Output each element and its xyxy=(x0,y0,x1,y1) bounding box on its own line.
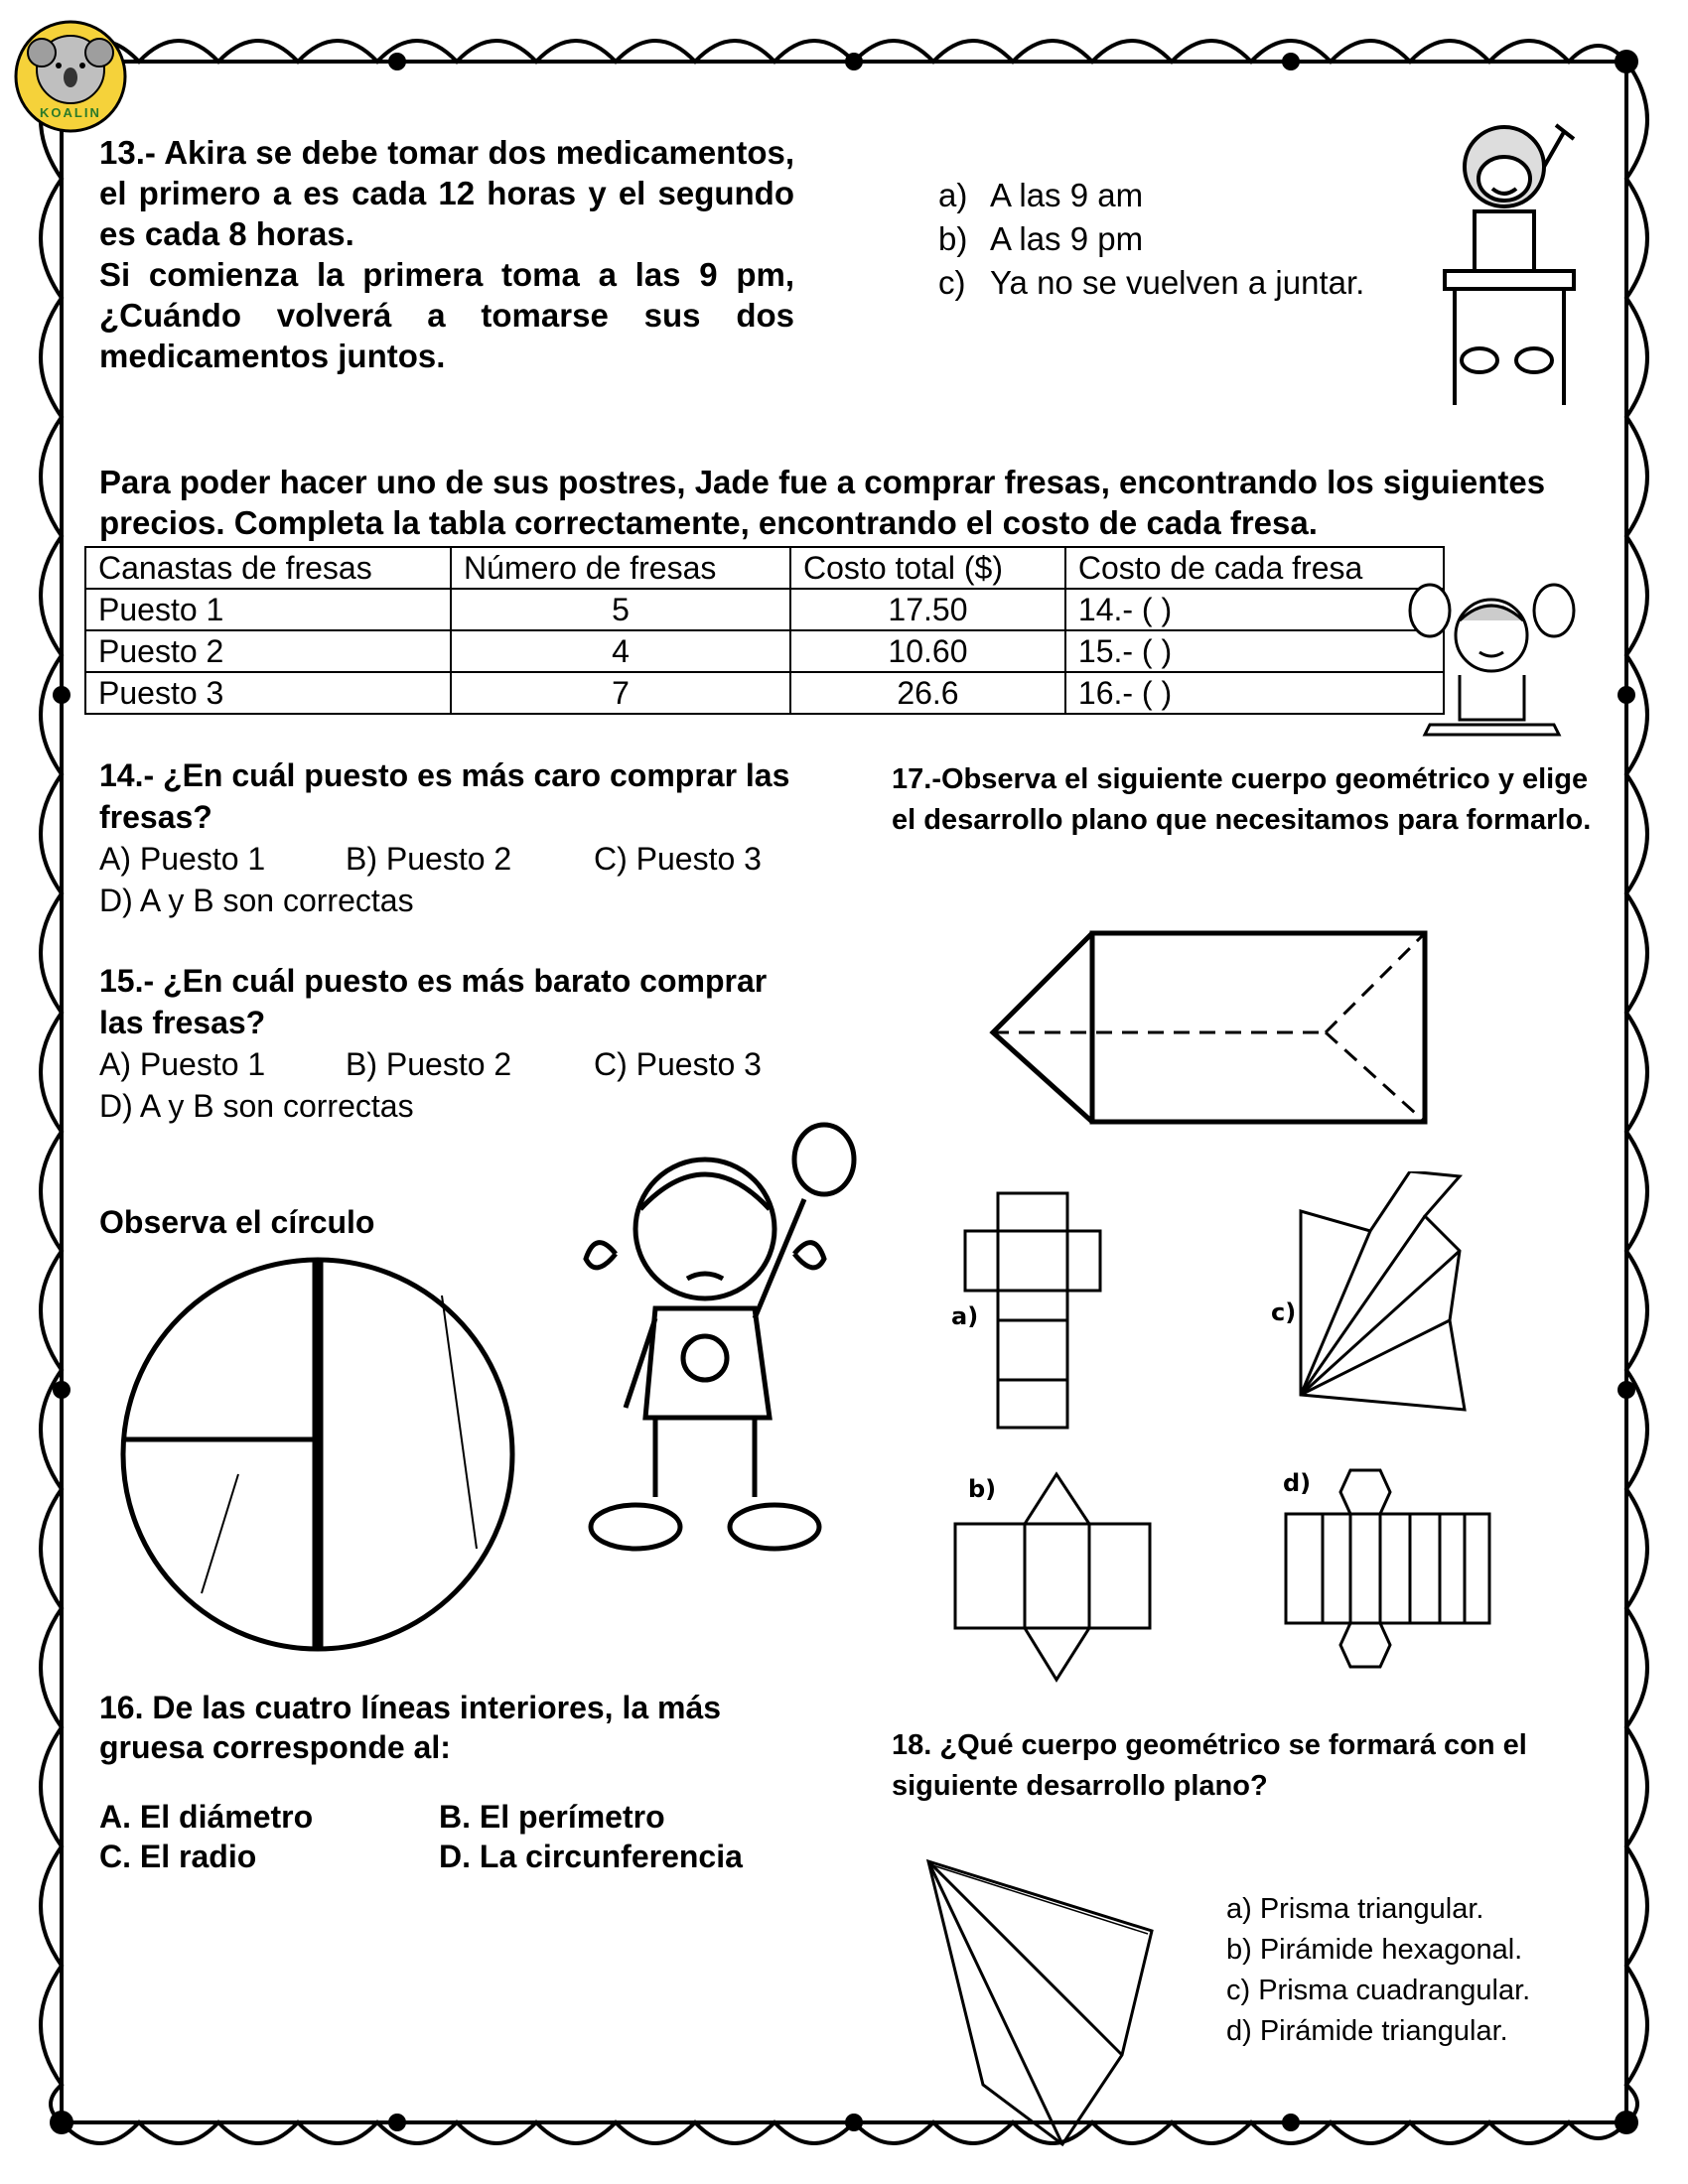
net-option-a[interactable] xyxy=(963,1191,1102,1430)
answer-cell-14[interactable]: 14.- ( ) xyxy=(1065,589,1444,630)
net-label-c: c) xyxy=(1271,1298,1297,1326)
option-b[interactable]: b) Pirámide hexagonal. xyxy=(1226,1934,1523,1966)
option-c[interactable]: C) Puesto 3 xyxy=(594,841,762,877)
table-cell: 4 xyxy=(451,630,790,672)
option-a[interactable]: A) Puesto 1 xyxy=(99,1046,266,1082)
logo-text: KOALIN xyxy=(40,105,101,120)
answer-d[interactable]: D. La circunferencia xyxy=(439,1839,743,1874)
option-d[interactable]: D) A y B son correctas xyxy=(99,1088,414,1124)
question-16-title: 16. De las cuatro líneas interiores, la más gruesa corresponde al: xyxy=(99,1690,722,1765)
option-d[interactable]: d) Pirámide triangular. xyxy=(1226,2015,1508,2047)
table-cell: Puesto 2 xyxy=(85,630,451,672)
chord-line-left xyxy=(202,1474,238,1593)
table-cell: Puesto 3 xyxy=(85,672,451,714)
table-cell: 17.50 xyxy=(790,589,1065,630)
answer-c[interactable]: C. El radio xyxy=(99,1839,257,1874)
option-c[interactable]: c) Ya no se vuelven a juntar. xyxy=(938,264,1365,301)
koalin-logo xyxy=(12,18,129,135)
answer-a[interactable]: A. El diámetro xyxy=(99,1799,314,1835)
net-option-d[interactable] xyxy=(1281,1464,1494,1673)
circle-diagram xyxy=(114,1251,531,1668)
question-14-title: 14.- ¿En cuál puesto es más caro comprar las fresas? xyxy=(99,757,790,835)
option-a[interactable]: a) Prisma triangular. xyxy=(1226,1893,1484,1925)
girl-at-desk-illustration xyxy=(1435,117,1594,415)
strawberry-price-table xyxy=(84,546,1445,715)
question-15 xyxy=(99,960,794,1127)
table-cell: 26.6 xyxy=(790,672,1065,714)
option-b[interactable]: b) A las 9 pm xyxy=(938,220,1144,257)
net-label-b: b) xyxy=(968,1475,997,1503)
question-13-text-2: Si comienza la primera toma a las 9 pm, ¿Cuándo volverá a tomarse sus dos medicamentos juntos. xyxy=(99,256,794,374)
table-cell: Puesto 1 xyxy=(85,589,451,630)
net-option-c[interactable] xyxy=(1291,1171,1479,1415)
answer-cell-15[interactable]: 15.- ( ) xyxy=(1065,630,1444,672)
table-row xyxy=(85,672,1444,714)
question-16 xyxy=(99,1688,794,1876)
question-15-options xyxy=(99,1043,794,1085)
net-label-d: d) xyxy=(1283,1469,1312,1497)
question-13 xyxy=(99,132,794,376)
table-header: Canastas de fresas xyxy=(85,547,451,589)
question-14-options xyxy=(99,838,794,880)
question-14 xyxy=(99,754,794,921)
net-label-a: a) xyxy=(951,1302,979,1330)
answer-b[interactable]: B. El perímetro xyxy=(439,1799,665,1835)
answer-cell-16[interactable]: 16.- ( ) xyxy=(1065,672,1444,714)
table-cell: 7 xyxy=(451,672,790,714)
question-13-options xyxy=(938,174,1364,305)
table-header-row xyxy=(85,547,1444,589)
question-18-title: 18. ¿Qué cuerpo geométrico se formará con el siguiente desarrollo plano? xyxy=(892,1729,1527,1802)
question-13-text-1: 13.- Akira se debe tomar dos medicamentos, el primero a es cada 12 horas y el segundo es cada 8 horas. xyxy=(99,134,794,252)
option-c[interactable]: C) Puesto 3 xyxy=(594,1046,762,1082)
boy-reading-illustration xyxy=(1400,581,1584,740)
strawberry-intro: Para poder hacer uno de sus postres, Jade fue a comprar fresas, encontrando los siguientes precios. Completa la tabla correctamente, encontrando el costo de cada fresa. xyxy=(99,464,1546,541)
pyramid-net-figure xyxy=(923,1856,1162,2154)
option-b[interactable]: B) Puesto 2 xyxy=(346,1046,512,1082)
question-16-answers xyxy=(99,1797,794,1876)
table-cell: 10.60 xyxy=(790,630,1065,672)
question-15-title: 15.- ¿En cuál puesto es más barato comprar las fresas? xyxy=(99,963,768,1040)
option-c[interactable]: c) Prisma cuadrangular. xyxy=(1226,1975,1531,2006)
circle-title: Observa el círculo xyxy=(99,1204,375,1240)
table-header: Número de fresas xyxy=(451,547,790,589)
question-18-options xyxy=(1226,1889,1530,2052)
girl-waving-illustration xyxy=(576,1120,874,1576)
table-cell: 5 xyxy=(451,589,790,630)
question-17-title: 17.-Observa el siguiente cuerpo geométrico y elige el desarrollo plano que necesitamos para formarlo. xyxy=(892,763,1592,836)
option-b[interactable]: B) Puesto 2 xyxy=(346,841,512,877)
triangular-prism-figure xyxy=(983,923,1460,1132)
table-row xyxy=(85,630,1444,672)
option-a[interactable]: a) A las 9 am xyxy=(938,177,1144,213)
table-row xyxy=(85,589,1444,630)
option-d[interactable]: D) A y B son correctas xyxy=(99,883,414,918)
option-a[interactable]: A) Puesto 1 xyxy=(99,841,266,877)
table-header: Costo total ($) xyxy=(790,547,1065,589)
table-header: Costo de cada fresa xyxy=(1065,547,1444,589)
